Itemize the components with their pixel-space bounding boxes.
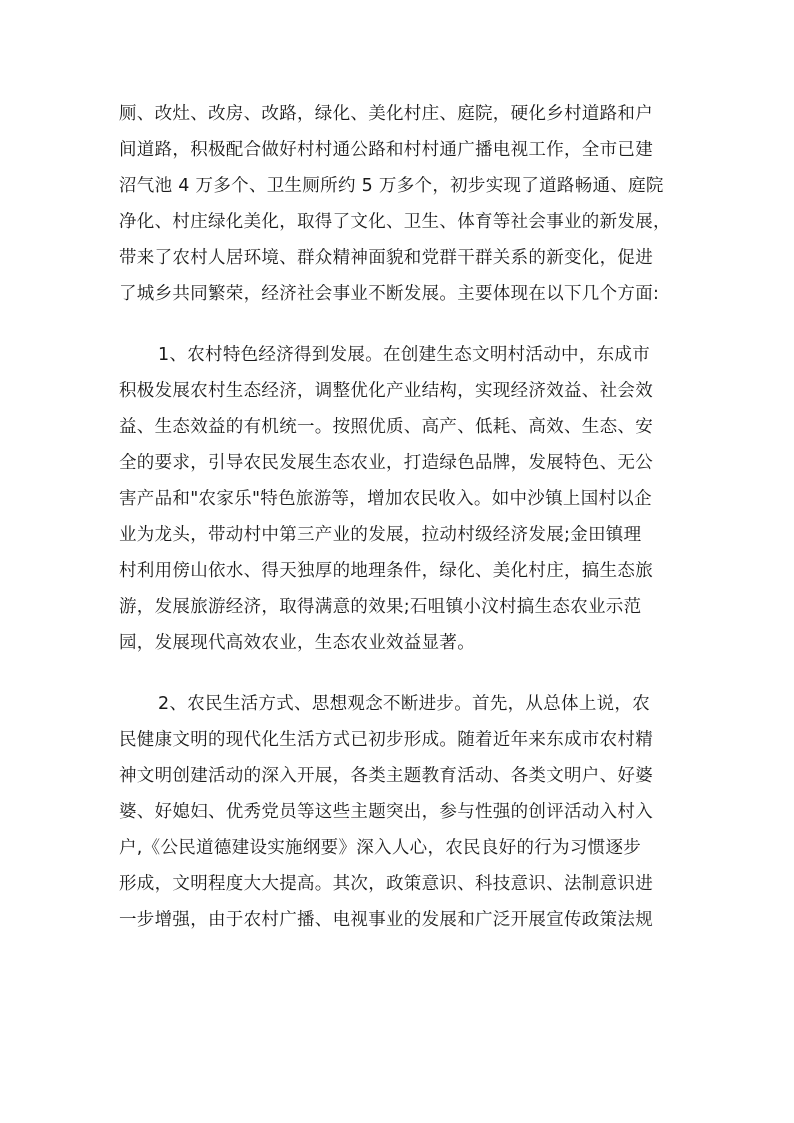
paragraph-first-line: 2、农民生活方式、思想观念不断进步。首先，从总体上说，农	[158, 694, 651, 714]
text-line: 游，发展旅游经济，取得满意的效果;石咀镇小汶村搞生态农业示范	[119, 597, 642, 617]
text-line: 了城乡共同繁荣，经济社会事业不断发展。主要体现在以下几个方面:	[119, 284, 660, 304]
text-line: 园，发展现代高效农业，生态农业效益显著。	[119, 633, 475, 653]
text-line: 业为龙头，带动村中第三产业的发展，拉动村级经济发展;金田镇理	[119, 525, 642, 545]
paragraph-first-line: 1、农村特色经济得到发展。在创建生态文明村活动中，东成市	[158, 345, 651, 365]
text-line: 厕、改灶、改房、改路，绿化、美化村庄、庭院，硬化乡村道路和户	[119, 104, 653, 124]
text-line: 益、生态效益的有机统一。按照优质、高产、低耗、高效、生态、安	[119, 417, 653, 437]
text-line: 形成，文明程度大大提高。其次，政策意识、科技意识、法制意识进	[119, 874, 653, 894]
text-line: 一步增强，由于农村广播、电视事业的发展和广泛开展宣传政策法规	[119, 910, 653, 930]
text-line: 民健康文明的现代化生活方式已初步形成。随着近年来东成市农村精	[119, 730, 653, 750]
text-line: 净化、村庄绿化美化，取得了文化、卫生、体育等社会事业的新发展，	[119, 212, 671, 232]
text-line: 沼气池 4 万多个、卫生厕所约 5 万多个，初步实现了道路畅通、庭院	[119, 176, 664, 196]
text-line: 带来了农村人居环境、群众精神面貌和党群干群关系的新变化，促进	[119, 248, 653, 268]
text-line: 积极发展农村生态经济，调整优化产业结构，实现经济效益、社会效	[119, 381, 653, 401]
text-line: 害产品和"农家乐"特色旅游等，增加农民收入。如中沙镇上国村以企	[119, 489, 652, 509]
text-line: 婆、好媳妇、优秀党员等这些主题突出，参与性强的创评活动入村入	[119, 802, 653, 822]
text-line: 全的要求，引导农民发展生态农业，打造绿色品牌，发展特色、无公	[119, 453, 653, 473]
text-line: 村利用傍山依水、得天独厚的地理条件，绿化、美化村庄，搞生态旅	[119, 561, 653, 581]
text-line: 神文明创建活动的深入开展，各类主题教育活动、各类文明户、好婆	[119, 766, 653, 786]
text-line: 间道路，积极配合做好村村通公路和村村通广播电视工作，全市已建	[119, 140, 653, 160]
text-line: 户,《公民道德建设实施纲要》深入人心，农民良好的行为习惯逐步	[119, 838, 642, 858]
